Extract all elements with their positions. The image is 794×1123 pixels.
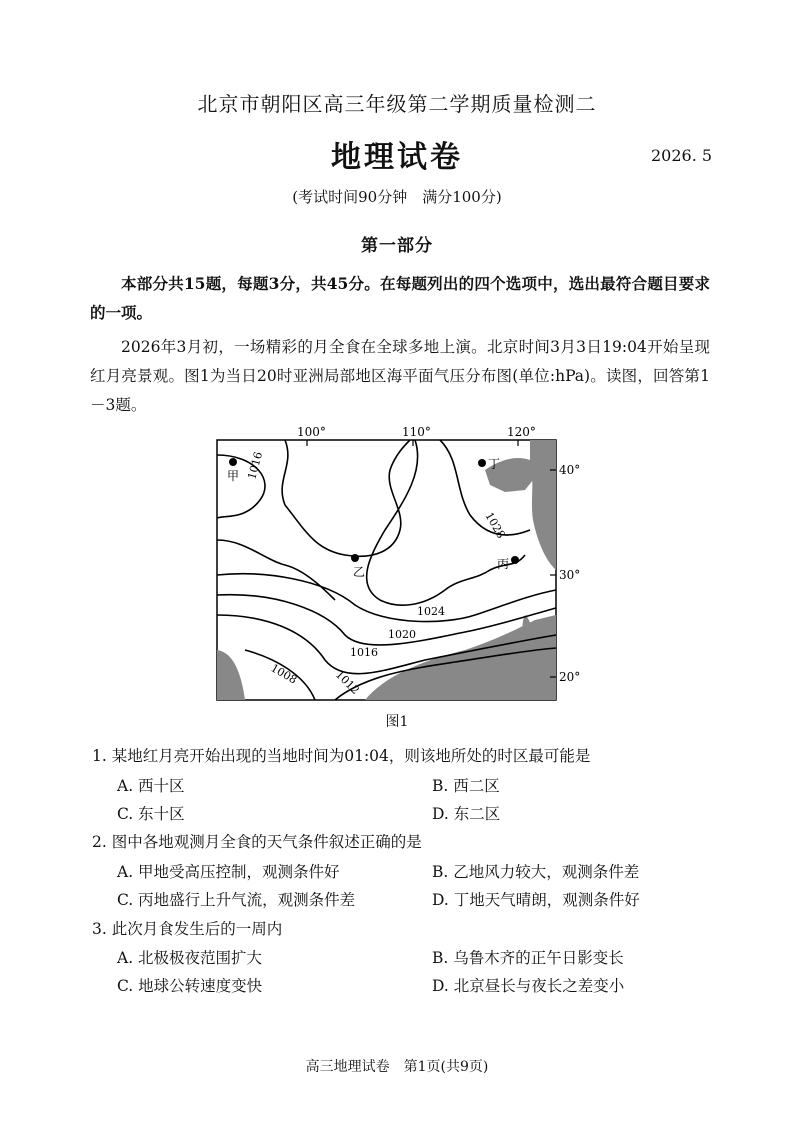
question-3-option-b[interactable]: B. 乌鲁木齐的正午日影变长 (432, 949, 624, 967)
longitude-label: 120° (507, 425, 536, 439)
question-2-option-b[interactable]: B. 乙地风力较大，观测条件差 (432, 863, 640, 881)
question-3-stem: 3. 此次月食发生后的一周内 (92, 920, 283, 938)
section-instructions: 本部分共15题，每题3分，共45分。在每题列出的四个选项中，选出最符合题目要求的一项。 (90, 274, 710, 322)
question-3-option-c[interactable]: C. 地球公转速度变快 (117, 977, 263, 995)
place-label-bing: 丙 (497, 557, 510, 571)
section-title: 第一部分 (361, 236, 433, 256)
pressure-map (185, 420, 581, 710)
latitude-label: 20° (559, 670, 581, 684)
question-context: 2026年3月初，一场精彩的月全食在全球多地上演。北京时间3月3日19:04开始呈现红月亮景观。图1为当日20时亚洲局部地区海平面气压分布图(单位:hPa)。读图，回答第1－3题。 (90, 338, 710, 414)
question-2-option-a[interactable]: A. 甲地受高压控制，观测条件好 (117, 863, 340, 881)
place-marker (511, 556, 519, 564)
place-marker (478, 459, 486, 467)
isobar-label: 1012 (332, 667, 362, 697)
isobar-label: 1020 (388, 628, 416, 641)
place-label-jia: 甲 (227, 469, 240, 483)
latitude-label: 40° (559, 463, 581, 477)
page-footer: 高三地理试卷 第1页(共9页) (305, 1059, 489, 1075)
place-label-ding: 丁 (488, 457, 501, 471)
exam-date: 2026. 5 (651, 146, 713, 165)
isobar-label: 1024 (417, 605, 445, 618)
question-1-option-d[interactable]: D. 东二区 (432, 805, 501, 823)
exam-info: (考试时间90分钟 满分100分) (292, 188, 502, 206)
question-2-option-d[interactable]: D. 丁地天气晴朗，观测条件好 (432, 891, 640, 909)
place-marker (351, 554, 359, 562)
place-label-yi: 乙 (353, 565, 366, 579)
question-1-stem: 1. 某地红月亮开始出现的当地时间为01:04，则该地所处的时区最可能是 (92, 747, 591, 765)
latitude-label: 30° (559, 568, 581, 582)
longitude-label: 100° (297, 425, 326, 439)
isobar-label: 1016 (245, 450, 266, 481)
question-3-option-d[interactable]: D. 北京昼长与夜长之差变小 (432, 977, 625, 995)
place-marker (229, 458, 237, 466)
isobar-label: 1016 (350, 646, 378, 659)
question-2-stem: 2. 图中各地观测月全食的天气条件叙述正确的是 (92, 833, 422, 851)
question-1-option-b[interactable]: B. 西二区 (432, 777, 500, 795)
exam-title: 地理试卷 (331, 140, 463, 175)
question-3-option-a[interactable]: A. 北极极夜范围扩大 (117, 949, 263, 967)
longitude-label: 110° (402, 425, 431, 439)
question-1-option-c[interactable]: C. 东十区 (117, 805, 185, 823)
question-2-option-c[interactable]: C. 丙地盛行上升气流，观测条件差 (117, 891, 356, 909)
isobar-label: 1028 (482, 510, 508, 541)
figure-caption: 图1 (385, 714, 409, 730)
question-1-option-a[interactable]: A. 西十区 (117, 777, 185, 795)
isobar-label: 1008 (268, 661, 300, 687)
header-title: 北京市朝阳区高三年级第二学期质量检测二 (197, 92, 597, 116)
